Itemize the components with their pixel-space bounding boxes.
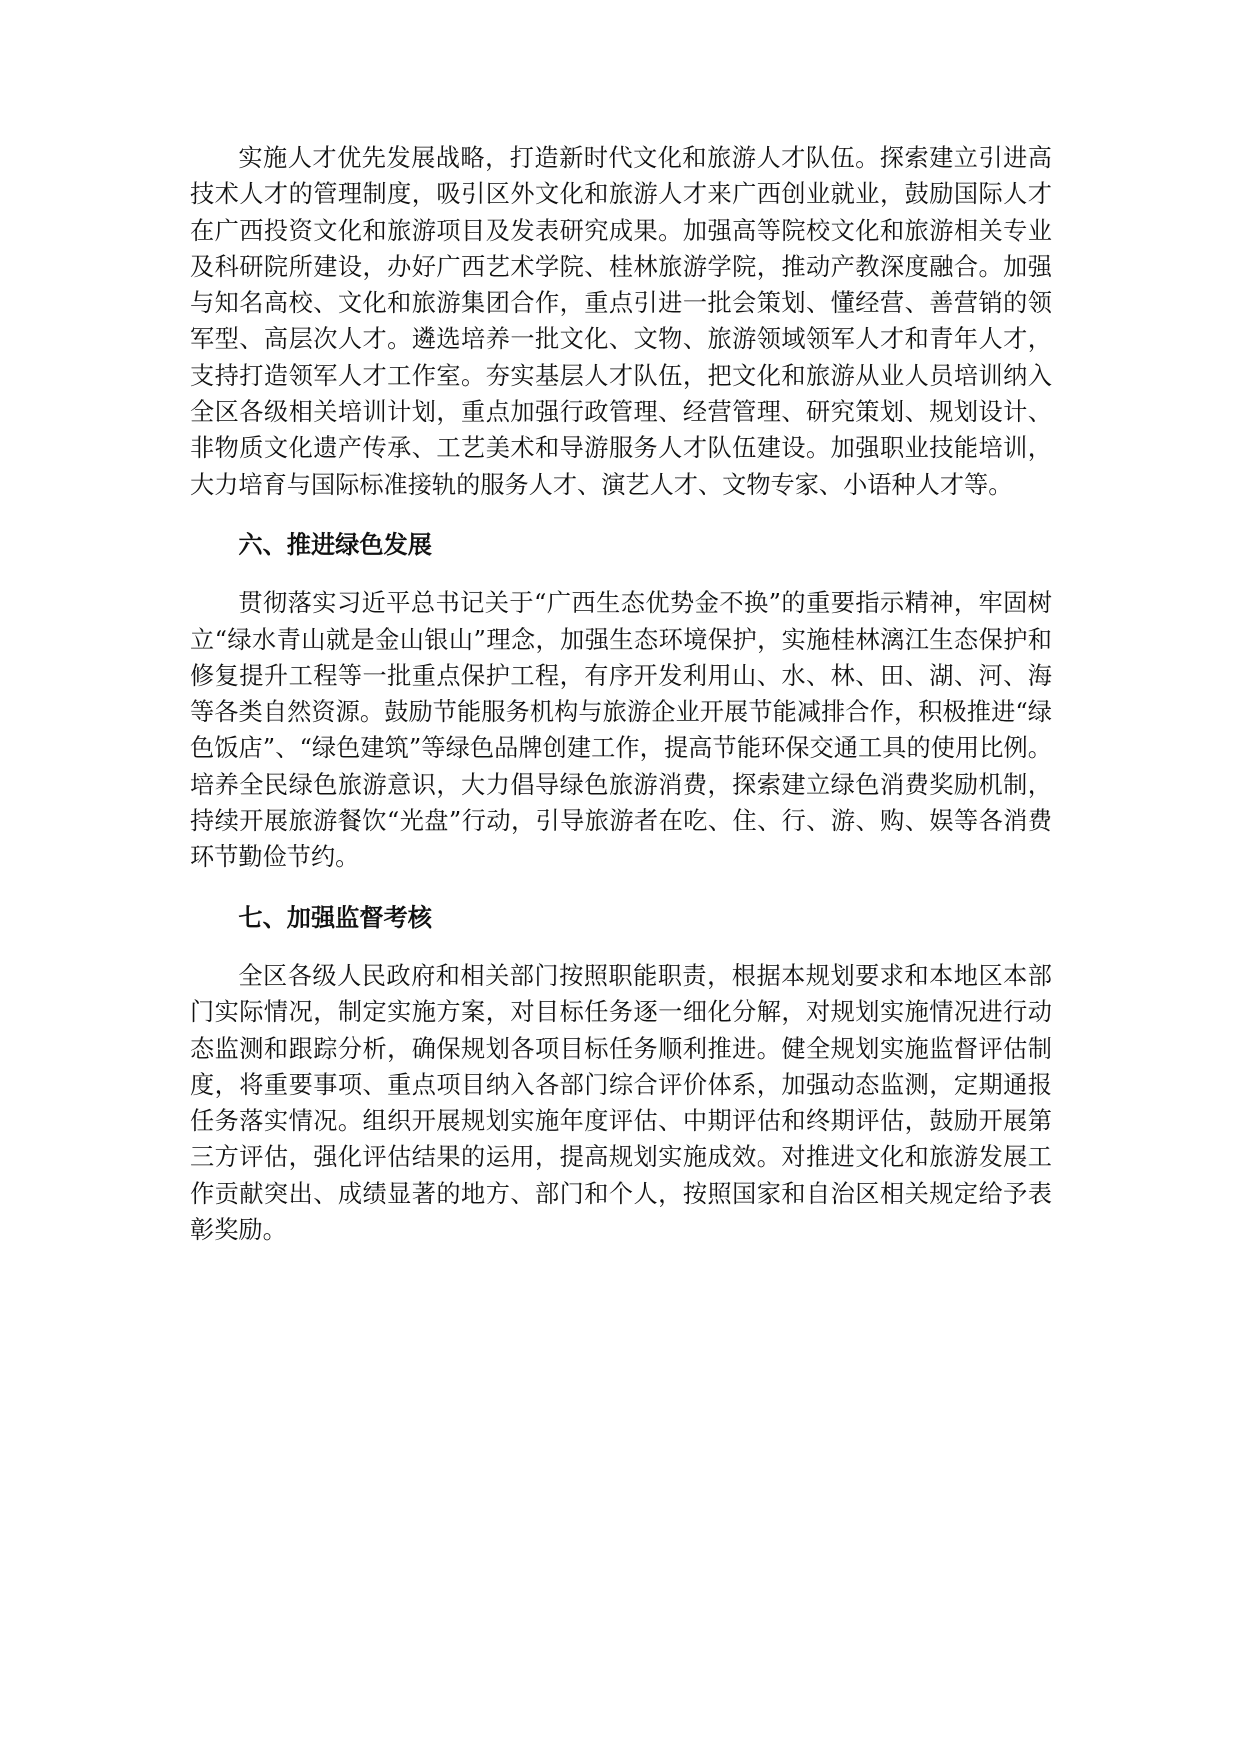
section-heading-green-development: 六、推进绿色发展 bbox=[238, 529, 432, 559]
document-page bbox=[190, 140, 1052, 1248]
paragraph-green-development: 贯彻落实习近平总书记关于“广西生态优势金不换”的重要指示精神，牢固树立“绿水青山就是金山银山”理念，加强生态环境保护，实施桂林漓江生态保护和修复提升工程等一批重点保护工程，有序开发利用山、水、林、田、湖、河、海等各类自然资源。鼓励节能服务机构与旅游企业开展节能减排合作，积极推进“绿色饭店”、“绿色建筑”等绿色品牌创建工作，提高节能环保交通工具的使用比例。培养全民绿色旅游意识，大力倡导绿色旅游消费，探索建立绿色消费奖励机制，持续开展旅游餐饮“光盘”行动，引导旅游者在吃、住、行、游、购、娱等各消费环节勤俭节约。 bbox=[190, 589, 1052, 872]
paragraph-talent-development: 实施人才优先发展战略，打造新时代文化和旅游人才队伍。探索建立引进高技术人才的管理制度，吸引区外文化和旅游人才来广西创业就业，鼓励国际人才在广西投资文化和旅游项目及发表研究成果。加强高等院校文化和旅游相关专业及科研院所建设，办好广西艺术学院、桂林旅游学院，推动产教深度融合。加强与知名高校、文化和旅游集团合作，重点引进一批会策划、懂经营、善营销的领军型、高层次人才。遴选培养一批文化、文物、旅游领域领军人才和青年人才，支持打造领军人才工作室。夯实基层人才队伍，把文化和旅游从业人员培训纳入全区各级相关培训计划，重点加强行政管理、经营管理、研究策划、规划设计、非物质文化遗产传承、工艺美术和导游服务人才队伍建设。加强职业技能培训，大力培育与国际标准接轨的服务人才、演艺人才、文物专家、小语种人才等。 bbox=[190, 144, 1052, 499]
section-heading-supervision: 七、加强监督考核 bbox=[238, 902, 432, 932]
paragraph-supervision: 全区各级人民政府和相关部门按照职能职责，根据本规划要求和本地区本部门实际情况，制定实施方案，对目标任务逐一细化分解，对规划实施情况进行动态监测和跟踪分析，确保规划各项目标任务顺利推进。健全规划实施监督评估制度，将重要事项、重点项目纳入各部门综合评价体系，加强动态监测，定期通报任务落实情况。组织开展规划实施年度评估、中期评估和终期评估，鼓励开展第三方评估，强化评估结果的运用，提高规划实施成效。对推进文化和旅游发展工作贡献突出、成绩显著的地方、部门和个人，按照国家和自治区相关规定给予表彰奖励。 bbox=[190, 961, 1052, 1245]
